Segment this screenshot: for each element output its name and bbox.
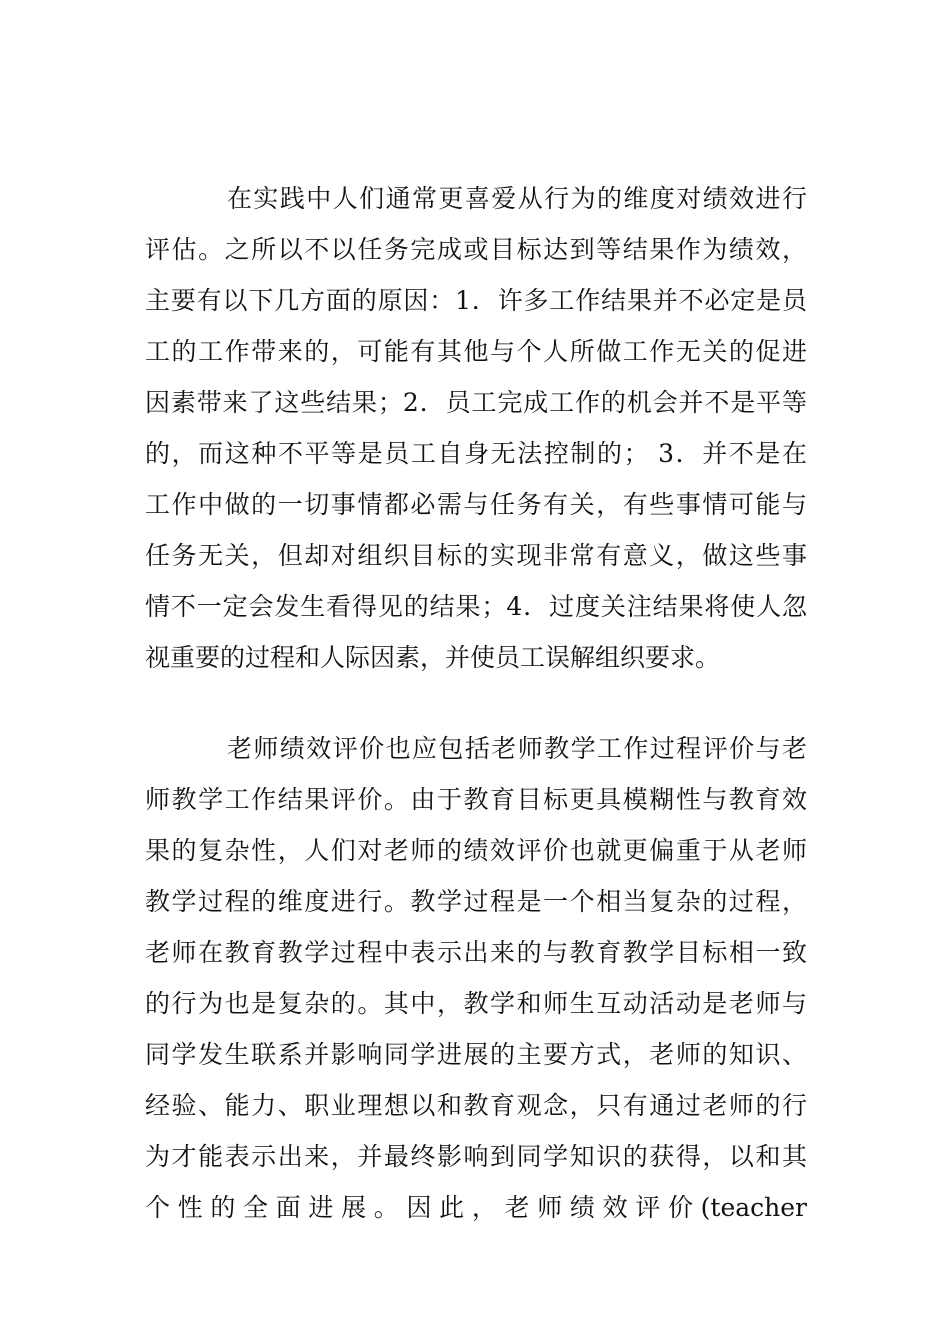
paragraph-behavior-dimension xyxy=(145,173,807,683)
paragraph-line: 主要有以下几方面的原因：1．许多工作结果并不必定是员 xyxy=(145,286,807,315)
paragraph-line: 同学发生联系并影响同学进展的主要方式，老师的知识、 xyxy=(145,1040,807,1069)
paragraph-teacher-evaluation xyxy=(145,723,807,1233)
paragraph-line: 经验、能力、职业理想以和教育观念，只有通过老师的行 xyxy=(145,1091,807,1120)
paragraph-line: 工作中做的一切事情都必需与任务有关，有些事情可能与 xyxy=(145,490,807,519)
paragraph-line: 任务无关，但却对组织目标的实现非常有意义，做这些事 xyxy=(145,541,807,570)
paragraph-line: 在实践中人们通常更喜爱从行为的维度对绩效进行 xyxy=(227,184,807,213)
paragraph-line: 工的工作带来的，可能有其他与个人所做工作无关的促进 xyxy=(145,337,807,366)
paragraph-line: 评估。之所以不以任务完成或目标达到等结果作为绩效， xyxy=(145,235,807,264)
paragraph-line: 情不一定会发生看得见的结果；4．过度关注结果将使人忽 xyxy=(145,592,807,621)
paragraph-line: 教学过程的维度进行。教学过程是一个相当复杂的过程， xyxy=(145,887,807,916)
paragraph-line: 个性的全面进展。因此，老师绩效评价(teacher xyxy=(145,1193,807,1222)
paragraph-line: 老师在教育教学过程中表示出来的与教育教学目标相一致 xyxy=(145,938,807,967)
paragraph-line: 老师绩效评价也应包括老师教学工作过程评价与老 xyxy=(227,734,807,763)
paragraph-line: 的行为也是复杂的。其中，教学和师生互动活动是老师与 xyxy=(145,989,807,1018)
paragraph-line: 为才能表示出来，并最终影响到同学知识的获得，以和其 xyxy=(145,1142,807,1171)
paragraph-line: 的，而这种不平等是员工自身无法控制的； 3．并不是在 xyxy=(145,439,807,468)
paragraph-line: 果的复杂性，人们对老师的绩效评价也就更偏重于从老师 xyxy=(145,836,807,865)
paragraph-line: 视重要的过程和人际因素，并使员工误解组织要求。 xyxy=(145,643,721,672)
paragraph-line: 因素带来了这些结果；2．员工完成工作的机会并不是平等 xyxy=(145,388,807,417)
paragraph-line: 师教学工作结果评价。由于教育目标更具模糊性与教育效 xyxy=(145,785,807,814)
